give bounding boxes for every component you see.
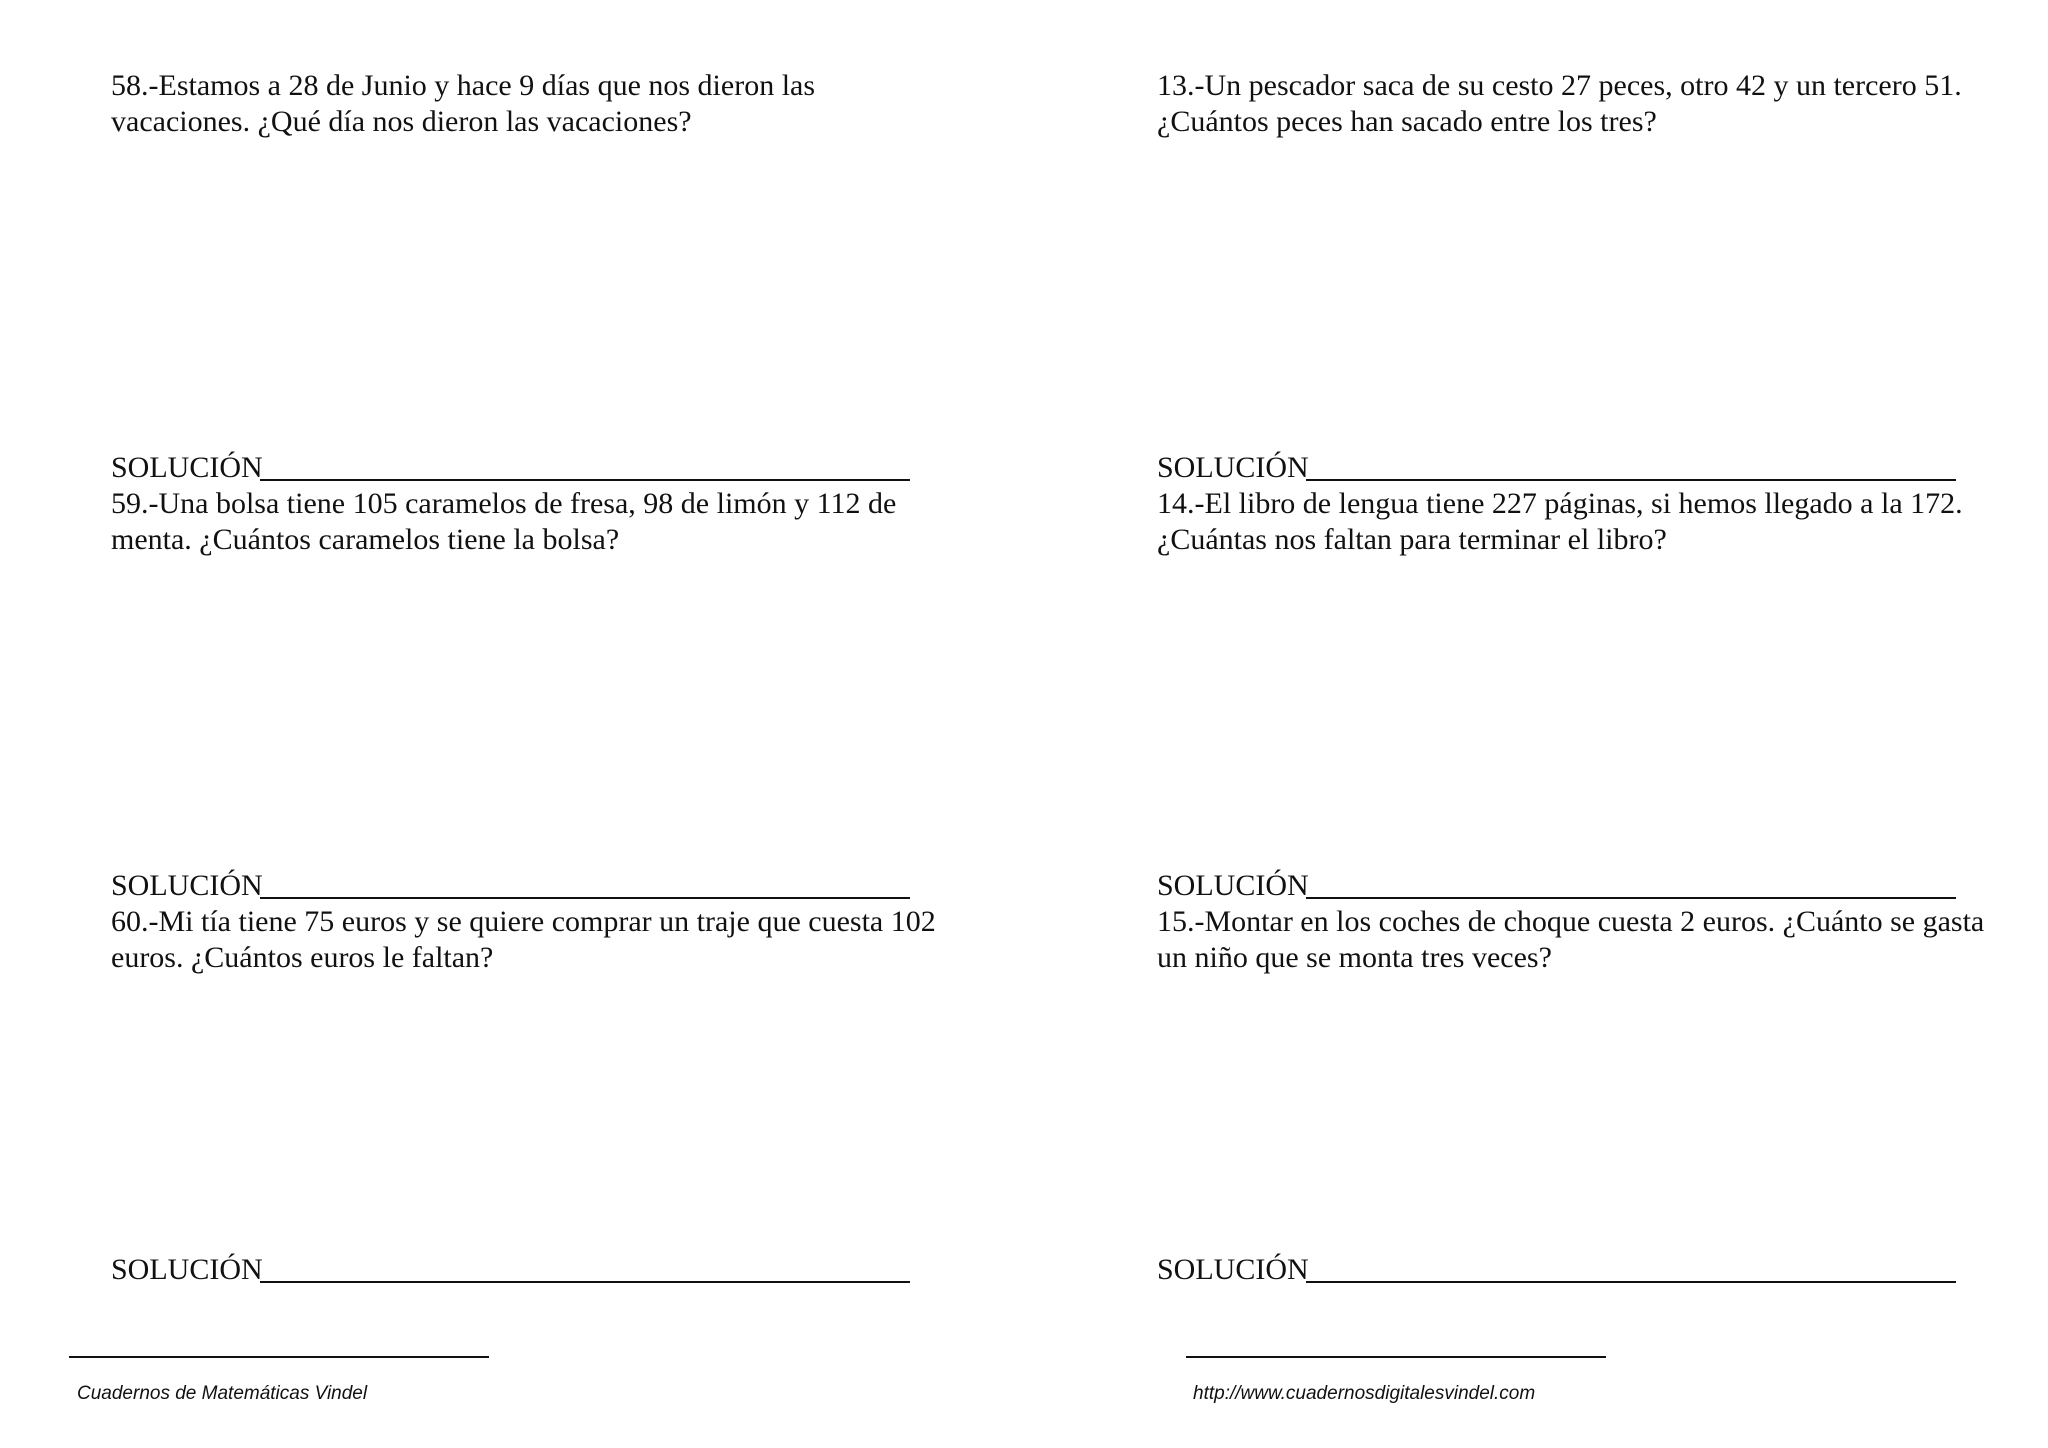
solution-label: SOLUCIÓN [1157, 1253, 1309, 1286]
problem-13 [1157, 68, 1962, 140]
problem-14 [1157, 486, 1963, 558]
footer-rule-left [69, 1356, 489, 1358]
solution-label: SOLUCIÓN [1157, 869, 1309, 902]
footer-publisher-name: Cuadernos de Matemáticas Vindel [77, 1383, 368, 1404]
answer-line [260, 897, 910, 899]
answer-line [260, 479, 910, 481]
solution-60 [111, 1252, 263, 1288]
problem-60 [111, 904, 936, 976]
answer-line [1306, 1281, 1956, 1283]
problem-58-line-2: vacaciones. ¿Qué día nos dieron las vacaciones? [111, 105, 692, 138]
solution-13 [1157, 450, 1309, 486]
footer-rule-right [1186, 1356, 1606, 1358]
solution-label: SOLUCIÓN [111, 451, 263, 484]
problem-14-line-2: ¿Cuántas nos faltan para terminar el libro? [1157, 523, 1667, 556]
solution-label: SOLUCIÓN [111, 1253, 263, 1286]
solution-14 [1157, 868, 1309, 904]
solution-59 [111, 868, 263, 904]
solution-label: SOLUCIÓN [1157, 451, 1309, 484]
answer-line [1306, 479, 1956, 481]
problem-15-line-2: un niño que se monta tres veces? [1157, 941, 1552, 974]
problem-59-line-2: menta. ¿Cuántos caramelos tiene la bolsa? [111, 523, 620, 556]
problem-13-line-1: 13.-Un pescador saca de su cesto 27 peces, otro 42 y un tercero 51. [1157, 69, 1962, 102]
problem-15 [1157, 904, 1984, 976]
footer-website-url[interactable]: http://www.cuadernosdigitalesvindel.com [1193, 1383, 1536, 1404]
problem-13-line-2: ¿Cuántos peces han sacado entre los tres? [1157, 105, 1657, 138]
answer-line [260, 1281, 910, 1283]
answer-line [1306, 897, 1956, 899]
problem-58 [111, 68, 815, 140]
problem-60-line-2: euros. ¿Cuántos euros le faltan? [111, 941, 494, 974]
solution-15 [1157, 1252, 1309, 1288]
problem-15-line-1: 15.-Montar en los coches de choque cuesta 2 euros. ¿Cuánto se gasta [1157, 905, 1985, 938]
solution-label: SOLUCIÓN [111, 869, 263, 902]
problem-60-line-1: 60.-Mi tía tiene 75 euros y se quiere comprar un traje que cuesta 102 [111, 905, 936, 938]
problem-58-line-1: 58.-Estamos a 28 de Junio y hace 9 días que nos dieron las [111, 69, 816, 102]
problem-59-line-1: 59.-Una bolsa tiene 105 caramelos de fresa, 98 de limón y 112 de [111, 487, 897, 520]
solution-58 [111, 450, 263, 486]
problem-14-line-1: 14.-El libro de lengua tiene 227 páginas, si hemos llegado a la 172. [1157, 487, 1963, 520]
problem-59 [111, 486, 896, 558]
